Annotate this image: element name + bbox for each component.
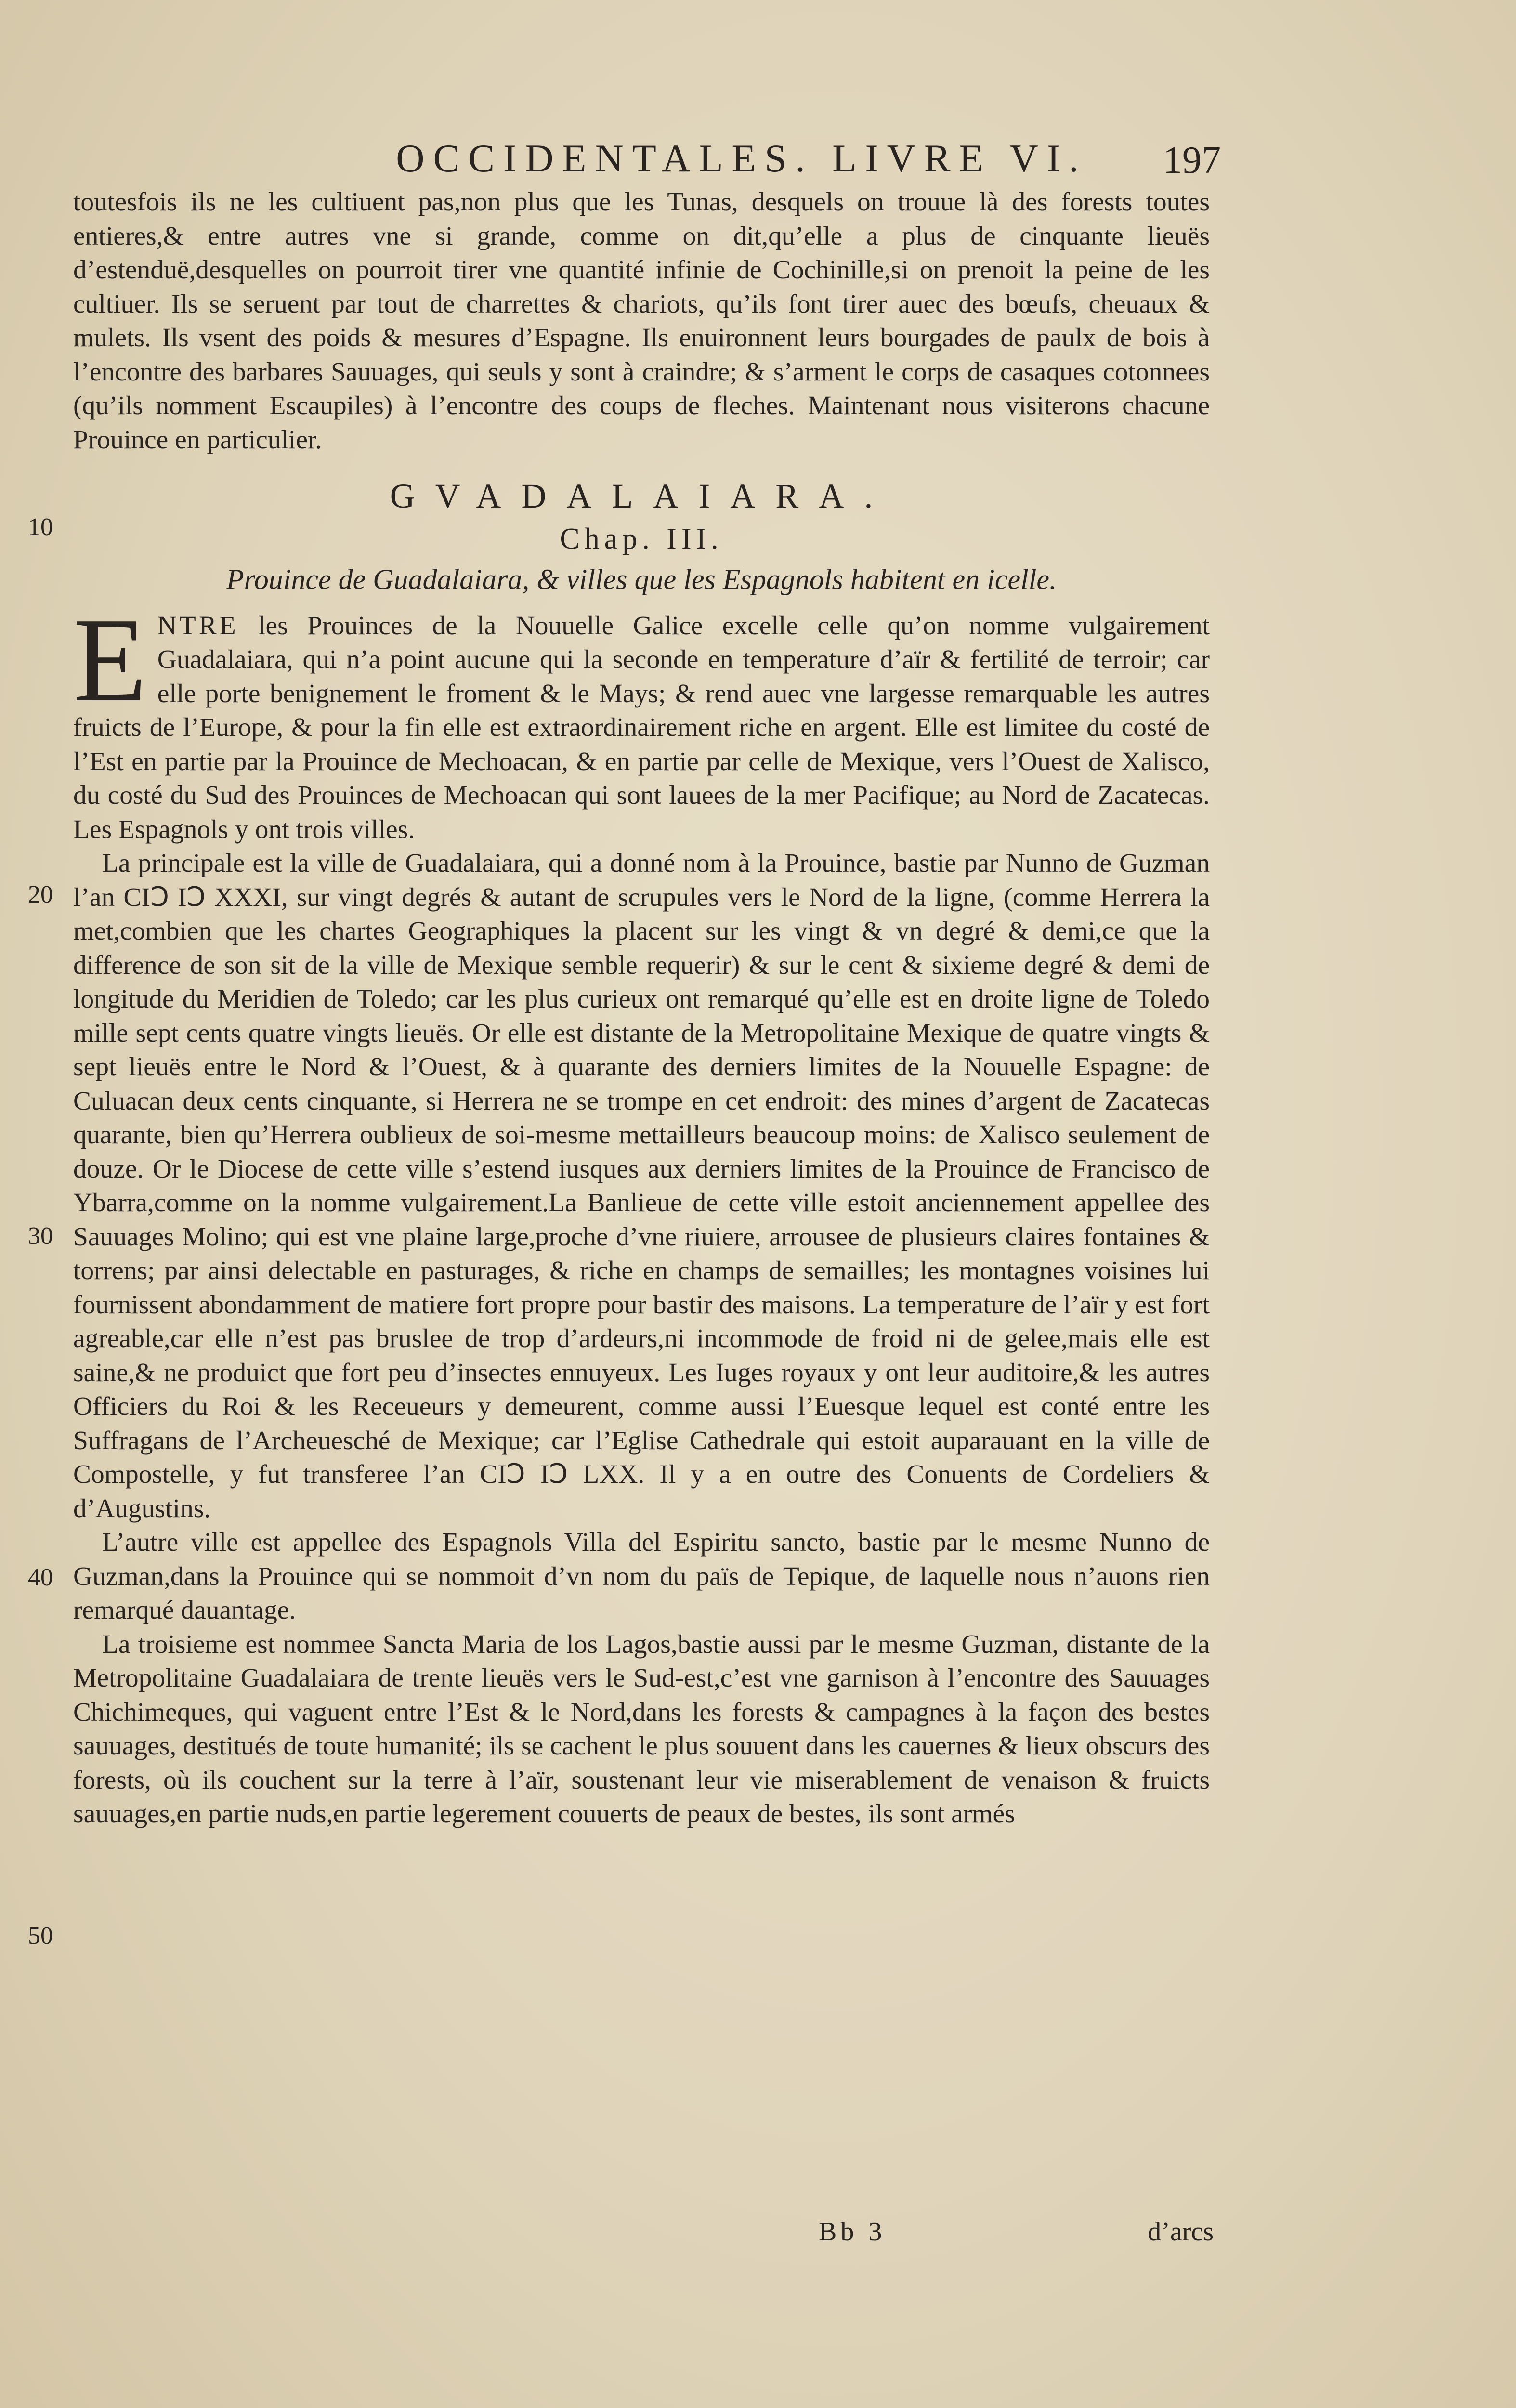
chapter-heading: Chap. III. bbox=[560, 522, 723, 555]
line-number-50: 50 bbox=[28, 1922, 53, 1950]
catchword: d’arcs bbox=[1148, 2217, 1214, 2247]
paragraph-continuation: toutesfois ils ne les cultiuent pas,non plus que les Tunas, desquels on trouue là des forests toutes entieres,& entre autres vne si grande, comme on dit,qu’elle a plus de cinquante lieuës d’estenduë,desquelles on pourroit tirer vne quantité infinie de Cochinille,si on prenoit la peine de les cultiuer. Ils se seruent par tout de charrettes & chariots, qu’ils font tirer auec des bœufs, cheuaux & mulets. Ils vsent des poids & mesures d’Espagne. Ils enuironnent leurs bourgades de paulx de bois à l’encontre des barbares Sauuages, qui seuls y sont à craindre; & s’arment le corps de casaques cotonnees (qu’ils nomment Escaupiles) à l’encontre des coups de fleches. Maintenant nous visiterons chacune Prouince en particulier. bbox=[73, 187, 1210, 455]
chapter-opening-paragraph bbox=[73, 593, 1210, 847]
opening-text: les Prouinces de la Nouuelle Galice excelle celle qu’on nomme vulgairement Guadalaiara, qui n’a point aucune qui la seconde en temperature d’aïr & fertilité de terroir; car elle porte benignement le froment & le Mays; & rend auec vne largesse remarquable les autres fruicts de l’Europe, & pour la fin elle est extraordinairement riche en argent. Elle est limitee du costé de l’Est en partie par la Prouince de Mechoacan, & en partie par celle de Mexique, vers l’Ouest de Xalisco, du costé du Sud des Prouinces de Mechoacan qui sont lauees de la mer Pacifique; au Nord de Zacatecas. Les Espagnols y ont trois villes. bbox=[73, 611, 1210, 844]
running-head: OCCIDENTALES. LIVRE VI. bbox=[396, 136, 1087, 180]
section-title: GVADALAIARA. bbox=[390, 477, 893, 515]
opening-word: NTRE bbox=[157, 611, 239, 641]
paragraph-villa-espiritu: L’autre ville est appellee des Espagnols Villa del Espiritu sancto, bastie par le mesme Nunno de Guzman,dans la Prouince qui se nommoit d’vn nom du païs de Tepique, de laquelle nous n’auons rien remarqué dauantage. bbox=[73, 1528, 1210, 1625]
line-number-40: 40 bbox=[28, 1564, 53, 1591]
paragraph-guadalaiara: La principale est la ville de Guadalaiara, qui a donné nom à la Prouince, bastie par Nunno de Guzman l’an CIↃ IↃ XXXI, sur vingt degrés & autant de scrupules vers le Nord de la ligne, (comme Herrera la met,combien que les chartes Geographiques la placent sur les vingt & vn degré & demi,ce que la difference de son sit de la ville de Mexique semble requerir) & sur le cent & sixieme degré & demi de longitude du Meridien de Toledo; car les plus curieux ont remarqué qu’elle est en droite ligne de Toledo mille sept cents quatre vingts lieuës. Or elle est distante de la Metropolitaine Mexique de quatre vingts & sept lieuës entre le Nord & l’Ouest, & à quarante des derniers limites de la Nouuelle Espagne: de Culuacan deux cents cinquante, si Herrera ne se trompe en cet endroit: des mines d’argent de Zacatecas quarante, bien qu’Herrera oublieux de soi-mesme mettailleurs beaucoup moins: de Xalisco seulement de douze. Or le Diocese de cette ville s’estend iusques aux derniers limites de la Prouince de Francisco de Ybarra,comme on la nomme vulgairement.La Banlieue de cette ville estoit anciennement appellee des Sauuages Molino; qui est vne plaine large,proche d’vne riuiere, arrousee de plusieurs claires fontaines & torrens; par ainsi delectable en pasturages, & riche en champs de semailles; les montagnes voisines lui fournissent abondamment de matiere fort propre pour bastir des maisons. La temperature de l’aïr y est fort agreable,car elle n’est pas bruslee de trop d’ardeurs,ni incommode de froid ni de gelee,mais elle est saine,& ne produict que fort peu d’insectes ennuyeux. Les Iuges royaux y ont leur auditoire,& les autres Officiers du Roi & les Receueurs y demeurent, comme aussi l’Euesque lequel est conté entre les Suffragans de l’Archeuesché de Mexique; car l’Eglise Cathedrale qui estoit auparauant en la ville de Compostelle, y fut transferee l’an CIↃ IↃ LXX. Il y a en outre des Conuents de Cordeliers & d’Augustins. bbox=[73, 849, 1210, 1523]
line-number-20: 20 bbox=[28, 881, 53, 908]
line-number-30: 30 bbox=[28, 1222, 53, 1250]
page-number: 197 bbox=[1163, 139, 1221, 182]
line-number-10: 10 bbox=[28, 513, 53, 541]
chapter-subtitle: Prouince de Guadalaiara, & villes que les Espagnols habitent en icelle. bbox=[226, 563, 1057, 595]
main-text bbox=[73, 185, 1210, 1832]
signature-mark: Bb 3 bbox=[819, 2217, 886, 2247]
drop-cap: E bbox=[73, 593, 147, 727]
paragraph-santa-maria: La troisieme est nommee Sancta Maria de los Lagos,bastie aussi par le mesme Guzman, distante de la Metropolitaine Guadalaiara de trente lieuës vers le Sud-est,c’est vne garnison à l’encontre des Sauuages Chichimeques, qui vaguent entre l’Est & le Nord,dans les forests & campagnes à la façon des bestes sauuages, destitués de toute humanité; ils se cachent le plus souuent dans les cauernes & lieux obscurs des forests, où ils couchent sur la terre à l’aïr, soustenant leur vie miserablement de venaison & fruicts sauuages,en partie nuds,en partie legerement couuerts de peaux de bestes, ils sont armés bbox=[73, 1629, 1210, 1829]
